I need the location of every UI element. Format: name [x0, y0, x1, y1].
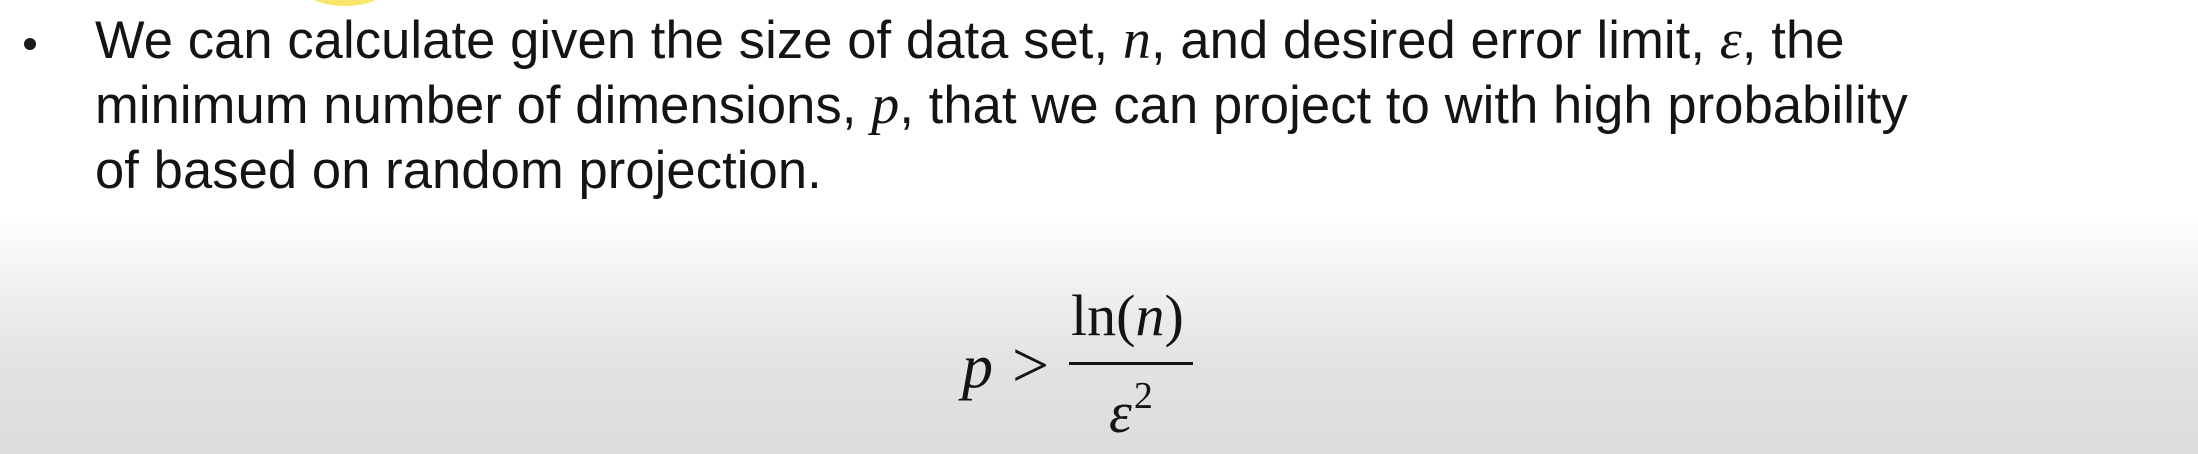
text-segment: , that we can project to with high probability: [899, 76, 1908, 135]
bullet-line-2: [95, 73, 2185, 138]
numerator-variable: n: [1135, 283, 1165, 348]
denominator-exponent: 2: [1133, 375, 1153, 417]
formula-operator: >: [1012, 329, 1050, 402]
text-segment: , the: [1741, 11, 1845, 70]
bullet-dot-icon: [24, 38, 36, 50]
text-segment: , and desired error limit,: [1150, 11, 1720, 70]
formula-numerator: [1071, 282, 1184, 349]
math-variable-n: n: [1122, 9, 1151, 71]
fraction-bar: [1069, 362, 1193, 365]
highlight-blob: [305, 0, 385, 6]
formula-denominator: [1109, 374, 1153, 446]
math-variable-epsilon: ε: [1719, 9, 1742, 71]
denominator-base: ε: [1109, 380, 1132, 445]
bullet-text: [95, 8, 2185, 203]
bullet-line-1: [95, 8, 2185, 73]
text-segment: minimum number of dimensions,: [95, 76, 872, 135]
math-variable-p: p: [871, 74, 900, 136]
numerator-close-paren: ): [1164, 283, 1184, 348]
bullet-line-3: of based on random projection.: [95, 141, 822, 200]
numerator-function: ln(: [1071, 283, 1136, 348]
formula-lhs: p: [962, 333, 993, 401]
text-segment: We can calculate given the size of data set,: [95, 11, 1123, 70]
